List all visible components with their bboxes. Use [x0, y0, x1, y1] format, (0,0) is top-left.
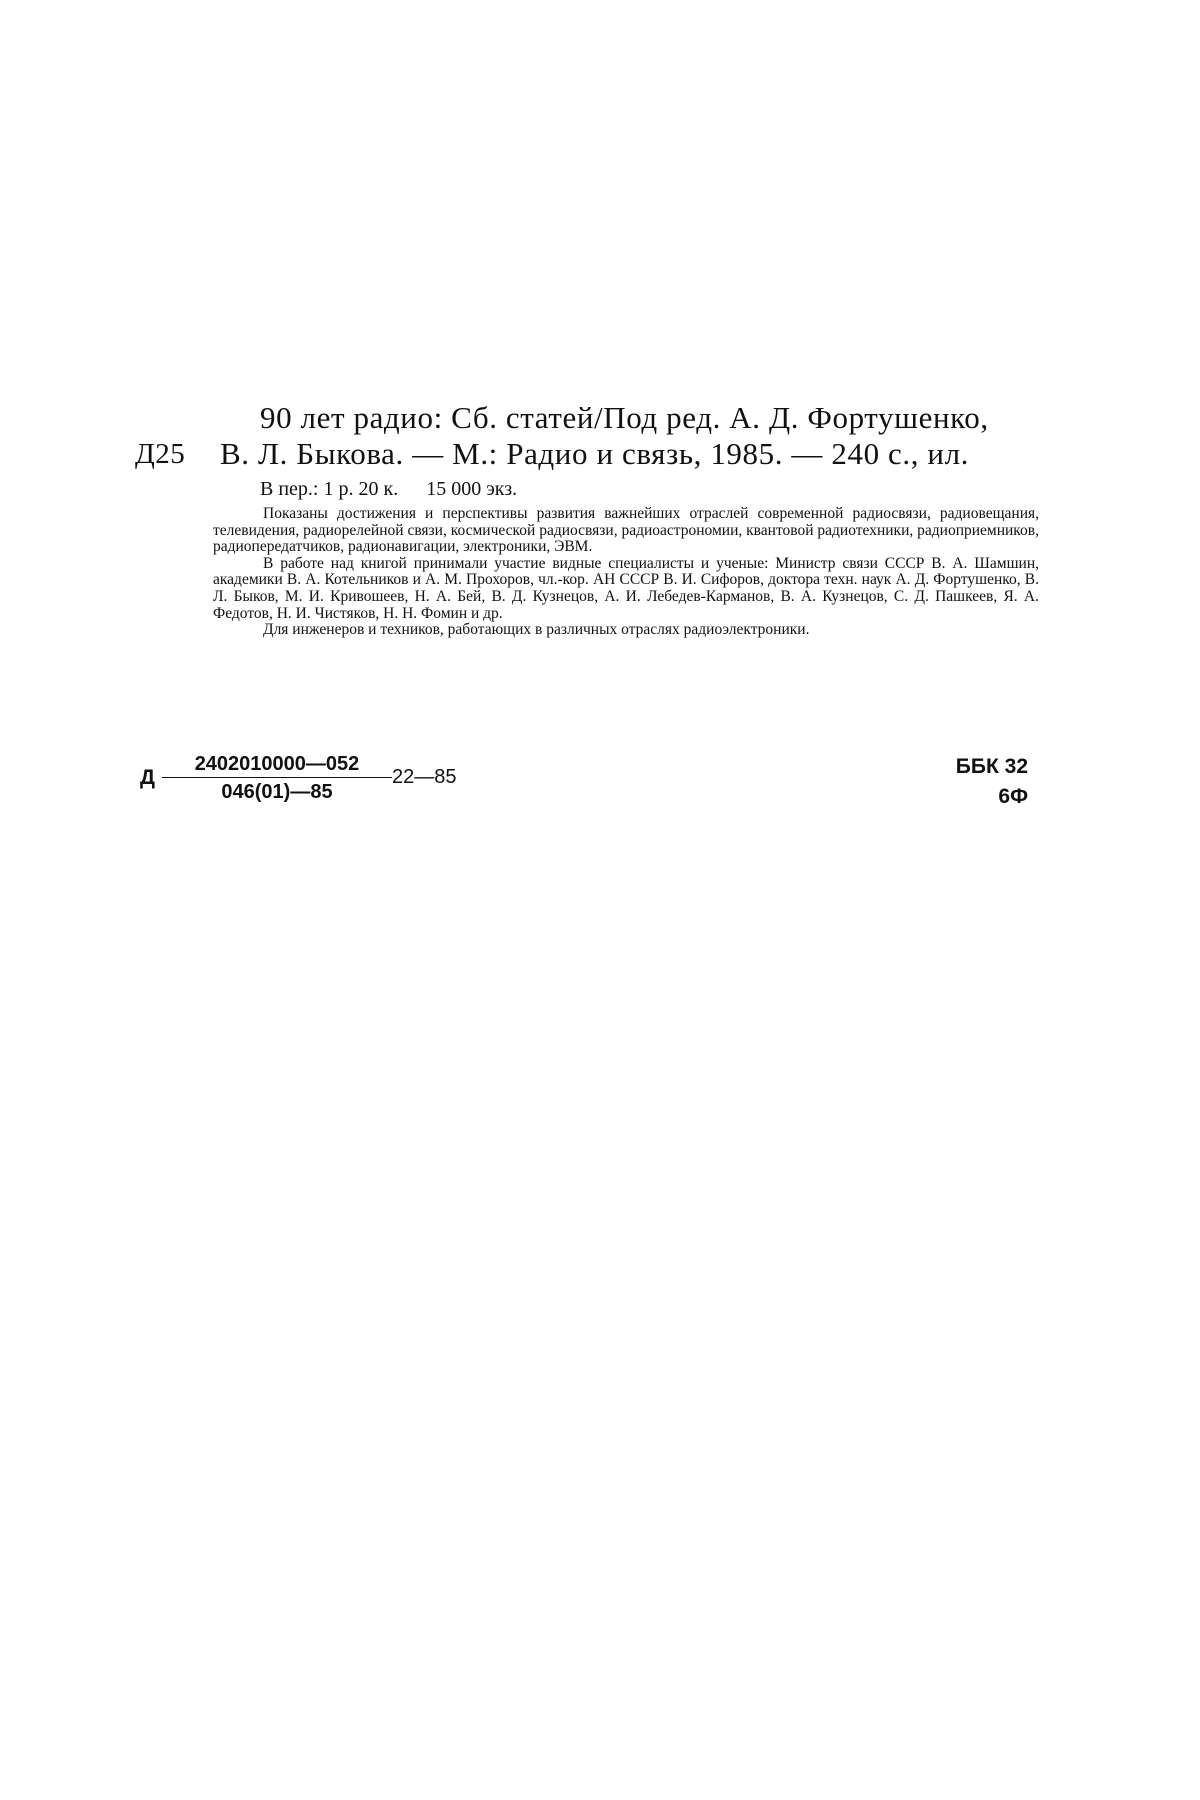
index-letter: Д [140, 766, 155, 789]
price: В пер.: 1 р. 20 к. [260, 478, 399, 500]
annotation [213, 506, 1039, 639]
index-numerator: 2402010000—052 [194, 753, 360, 775]
print-run: 15 000 экз. [426, 478, 518, 500]
bbk-classification [956, 752, 1028, 812]
index-denominator: 046(01)—85 [221, 781, 333, 803]
index-fraction [162, 752, 392, 804]
annotation-paragraph: Для инженеров и техников, работающих в различных отраслях радиоэлектроники. [263, 621, 810, 639]
publisher-index [140, 752, 500, 812]
annotation-paragraph: Показаны достижения и перспективы развития важнейших отраслей современной радиосвязи, радиовещания, телевидения, радиорелейной связи, космической радиосвязи, радиоастрономии, квантовой радиотехники, радиоприемников, радиопередатчиков, радионавигации, электроники, ЭВМ. [213, 505, 1039, 556]
annotation-paragraph: В работе над книгой принимали участие видные специалисты и ученые: Министр связи СССР В. А. Шамшин, академики В. А. Котельников и А. М. Прохоров, чл.-кор. АН СССР В. И. Сифоров, доктора техн. наук А. Д. Фортушенко, В. Л. Быков, М. И. Кривошеев, Н. А. Бей, В. Д. Кузнецов, А. И. Лебедев-Карманов, В. А. Кузнецов, С. Д. Пашкеев, Я. А. Федотов, Н. И. Чистяков, Н. Н. Фомин и др. [213, 554, 1039, 622]
fraction-bar [162, 777, 392, 778]
bibliographic-heading-line-2: В. Л. Быкова. — М.: Радио и связь, 1985. — 240 с., ил. [220, 436, 970, 471]
author-sign: 6Ф [998, 785, 1028, 808]
library-code: Д25 [135, 438, 186, 470]
bibliographic-heading-line-1: 90 лет радио: Сб. статей/Под ред. А. Д. Фортушенко, [260, 400, 989, 435]
price-line [260, 478, 517, 501]
bbk-code: ББК 32 [955, 755, 1028, 778]
index-suffix: 22—85 [392, 766, 457, 788]
